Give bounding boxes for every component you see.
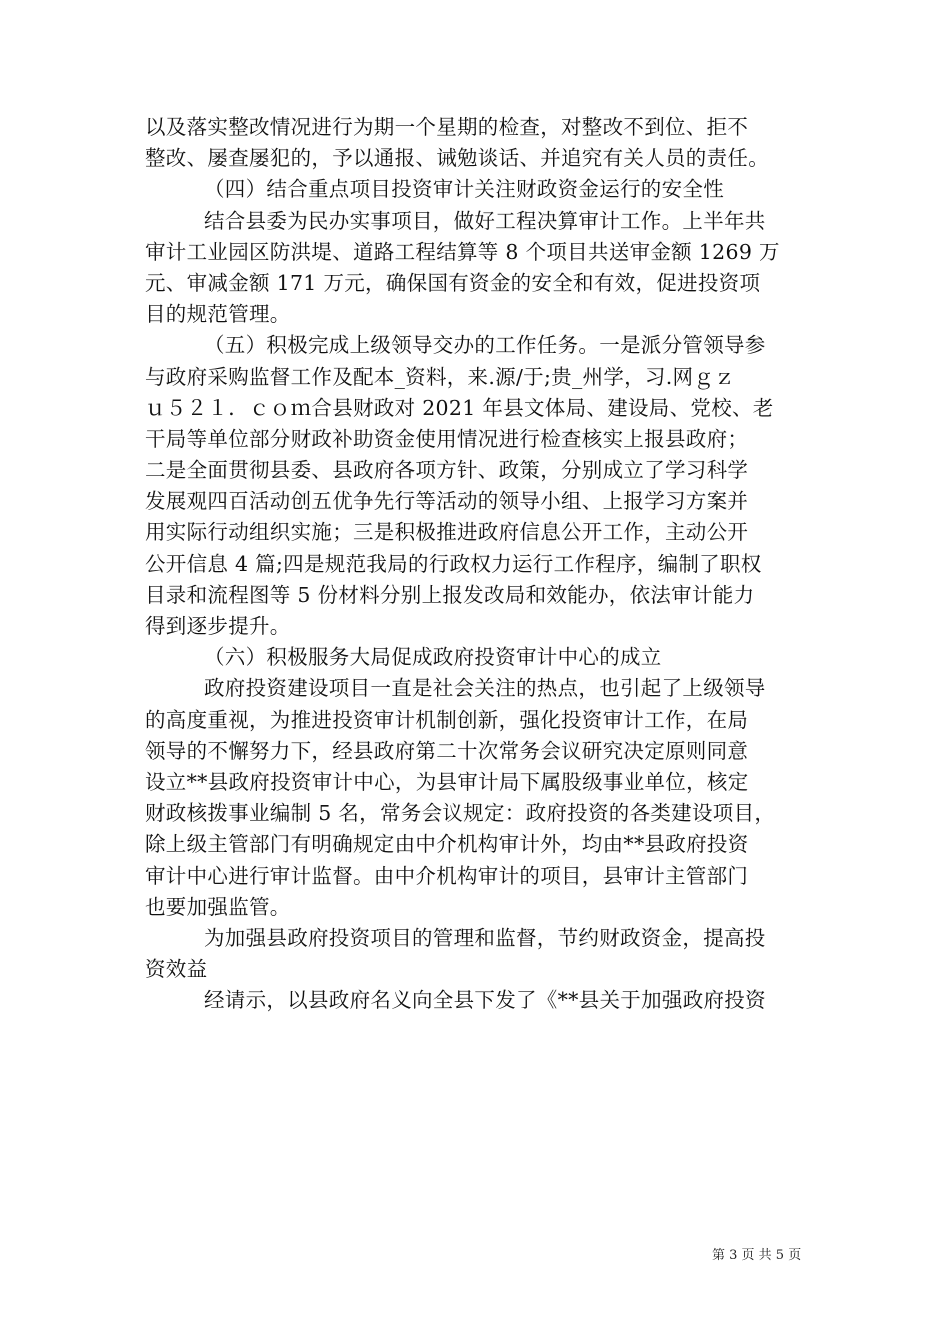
paragraph-section-five <box>145 330 807 642</box>
text-line: 设立**县政府投资审计中心，为县审计局下属股级事业单位，核定 <box>145 769 749 794</box>
text-line: 用实际行动组织实施；三是积极推进政府信息公开工作，主动公开 <box>145 520 749 545</box>
text-line: 与政府采购监督工作及配本_资料，来.源/于;贵_州学，习.网ｇｚ <box>145 364 735 389</box>
document-body <box>145 112 807 1016</box>
text-line: 经请示，以县政府名义向全县下发了《**县关于加强政府投资 <box>204 988 766 1013</box>
heading-text: （四）结合重点项目投资审计关注财政资金运行的安全性 <box>204 177 724 202</box>
paragraph-audit-center <box>145 673 807 923</box>
paragraph-project-audit <box>145 206 807 331</box>
text-line: 为加强县政府投资项目的管理和监督，节约财政资金，提高投 <box>204 925 766 950</box>
paragraph-request <box>145 985 807 1016</box>
text-line: 元、审减金额 171 万元，确保国有资金的安全和有效，促进投资项 <box>145 270 761 295</box>
text-line: 政府投资建设项目一直是社会关注的热点，也引起了上级领导 <box>204 676 766 701</box>
text-line: 资效益 <box>145 957 208 982</box>
text-line: 审计中心进行审计监督。由中介机构审计的项目，县审计主管部门 <box>145 863 749 888</box>
text-line: （五）积极完成上级领导交办的工作任务。一是派分管领导参 <box>204 333 766 358</box>
heading-text: （六）积极服务大局促成政府投资审计中心的成立 <box>204 645 662 670</box>
text-line: 干局等单位部分财政补助资金使用情况进行检查核实上报县政府； <box>145 426 749 451</box>
section-heading-six <box>145 642 807 673</box>
text-line: 以及落实整改情况进行为期一个星期的检查，对整改不到位、拒不 <box>145 115 749 139</box>
text-line: ｕ５２１．ｃｏｍ合县财政对 2021 年县文体局、建设局、党校、老 <box>145 395 774 420</box>
section-heading-four <box>145 174 807 205</box>
text-line: 也要加强监管。 <box>145 894 291 919</box>
text-line: 目录和流程图等 5 份材料分别上报发改局和效能办，依法审计能力 <box>145 582 755 607</box>
text-line: 结合县委为民办实事项目，做好工程决算审计工作。上半年共 <box>204 208 766 233</box>
text-line: 得到逐步提升。 <box>145 614 291 638</box>
paragraph-investment-management <box>145 923 807 985</box>
text-line: 公开信息 4 篇;四是规范我局的行政权力运行工作程序，编制了职权 <box>145 551 762 576</box>
text-line: 二是全面贯彻县委、县政府各项方针、政策，分别成立了学习科学 <box>145 458 749 483</box>
text-line: 整改、屡查屡犯的，予以通报、诫勉谈话、并追究有关人员的责任。 <box>145 146 769 171</box>
text-line: 审计工业园区防洪堤、道路工程结算等 8 个项目共送审金额 1269 万 <box>145 239 780 264</box>
paragraph-continuation <box>145 112 807 174</box>
text-line: 的高度重视，为推进投资审计机制创新，强化投资审计工作，在局 <box>145 707 749 732</box>
text-line: 领导的不懈努力下，经县政府第二十次常务会议研究决定原则同意 <box>145 738 749 763</box>
text-line: 除上级主管部门有明确规定由中介机构审计外，均由**县政府投资 <box>145 832 749 857</box>
text-line: 财政核拨事业编制 5 名，常务会议规定：政府投资的各类建设项目， <box>145 801 776 826</box>
text-line: 发展观四百活动创五优争先行等活动的领导小组、上报学习方案并 <box>145 489 749 514</box>
page-number: 第 3 页 共 5 页 <box>712 1248 802 1263</box>
text-line: 目的规范管理。 <box>145 302 291 327</box>
